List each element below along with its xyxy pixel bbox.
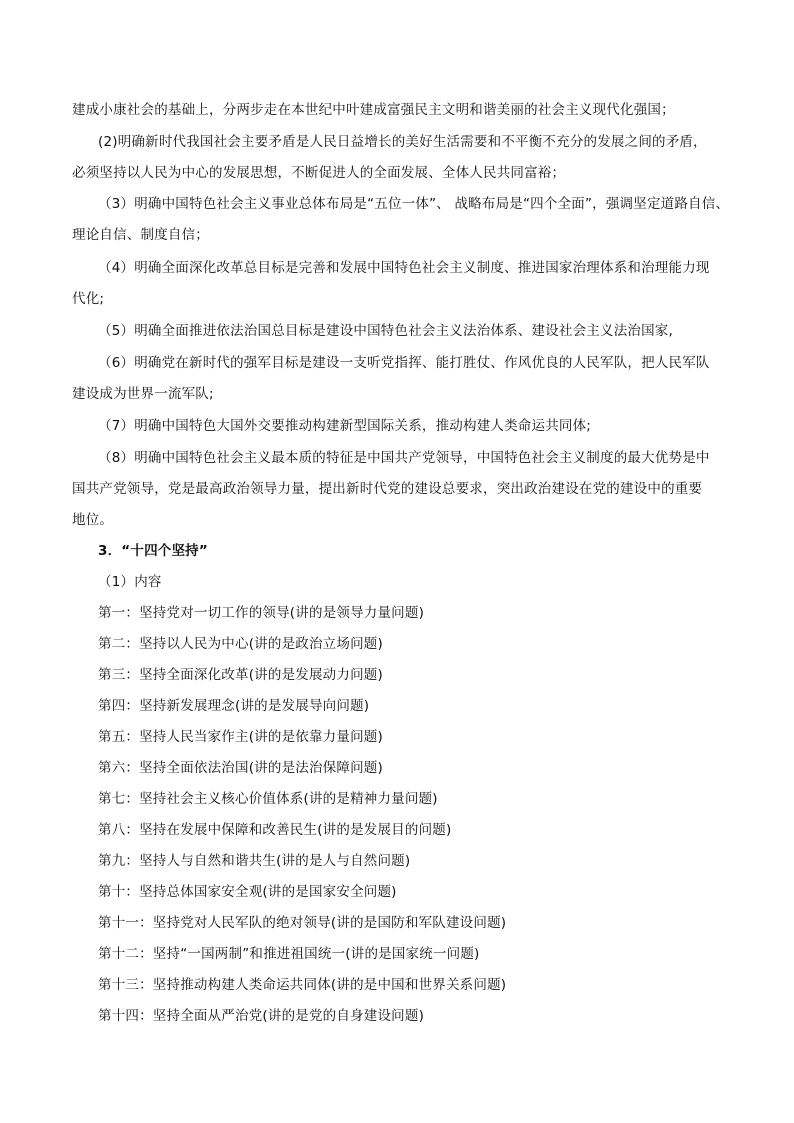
- list-item: 第七：坚持社会主义核心价值体系(讲的是精神力量问题): [98, 791, 438, 807]
- list-item: 第六：坚持全面依法治国(讲的是法治保障问题): [98, 760, 383, 776]
- paragraph-line: 必须坚持以人民为中心的发展思想，不断促进人的全面发展、全体人民共同富裕；: [72, 165, 566, 181]
- paragraph-line: 代化;: [72, 291, 105, 307]
- list-item: 第五：坚持人民当家作主(讲的是依靠力量问题): [98, 729, 383, 745]
- list-item: 第一：坚持党对一切工作的领导(讲的是领导力量问题): [98, 605, 425, 621]
- paragraph-line: 建设成为世界一流军队;: [72, 386, 214, 402]
- list-item: 第十四：坚持全面从严治党(讲的是党的自身建设问题): [98, 1008, 425, 1024]
- list-item: 第十一：坚持党对人民军队的绝对领导(讲的是国防和军队建设问题): [98, 915, 507, 931]
- list-item: 第二：坚持以人民为中心(讲的是政治立场问题): [98, 636, 383, 652]
- list-item: 第十二：坚持“一国两制”和推进祖国统一(讲的是国家统一问题): [98, 946, 480, 962]
- section-heading: 3．“十四个坚持”: [98, 543, 208, 559]
- paragraph-line: （3）明确中国特色社会主义事业总体布局是“五位一体”、 战略布局是“四个全面”，强调坚定道路自信、: [98, 196, 730, 212]
- paragraph-line: （7）明确中国特色大国外交要推动构建新型国际关系，推动构建人类命运共同体;: [98, 418, 592, 434]
- list-item: 第十三：坚持推动构建人类命运共同体(讲的是中国和世界关系问题): [98, 977, 507, 993]
- list-item: 第九：坚持人与自然和谐共生(讲的是人与自然问题): [98, 853, 411, 869]
- paragraph-line: (2)明确新时代我国社会主要矛盾是人民日益增长的美好生活需要和不平衡不充分的发展之间的矛盾，: [98, 134, 707, 150]
- list-item: 第十：坚持总体国家安全观(讲的是国家安全问题): [98, 884, 397, 900]
- paragraph-line: （8）明确中国特色社会主义最本质的特征是中国共产党领导，中国特色社会主义制度的最大优势是中: [98, 450, 710, 466]
- paragraph-line: 理论自信、制度自信；: [72, 227, 209, 243]
- list-item: 第八：坚持在发展中保障和改善民生(讲的是发展目的问题): [98, 822, 452, 838]
- paragraph-line: 建成小康社会的基础上，分两步走在本世纪中叶建成富强民主文明和谐美丽的社会主义现代化强国；: [72, 102, 675, 118]
- list-item: 第三：坚持全面深化改革(讲的是发展动力问题): [98, 667, 383, 683]
- paragraph-line: 地位。: [72, 512, 114, 528]
- paragraph-line: （5）明确全面推进依法治国总目标是建设中国特色社会主义法治体系、建设社会主义法治国家,: [98, 323, 673, 339]
- paragraph-line: （4）明确全面深化改革总目标是完善和发展中国特色社会主义制度、推进国家治理体系和治理能力现: [98, 260, 710, 276]
- sub-heading: （1）内容: [98, 574, 162, 590]
- paragraph-line: 国共产党领导，党是最高政治领导力量，提出新时代党的建设总要求，突出政治建设在党的建设中的重要: [72, 481, 703, 497]
- list-item: 第四：坚持新发展理念(讲的是发展导向问题): [98, 698, 370, 714]
- paragraph-line: （6）明确党在新时代的强军目标是建设一支听党指挥、能打胜仗、作风优良的人民军队，把人民军队: [98, 355, 710, 371]
